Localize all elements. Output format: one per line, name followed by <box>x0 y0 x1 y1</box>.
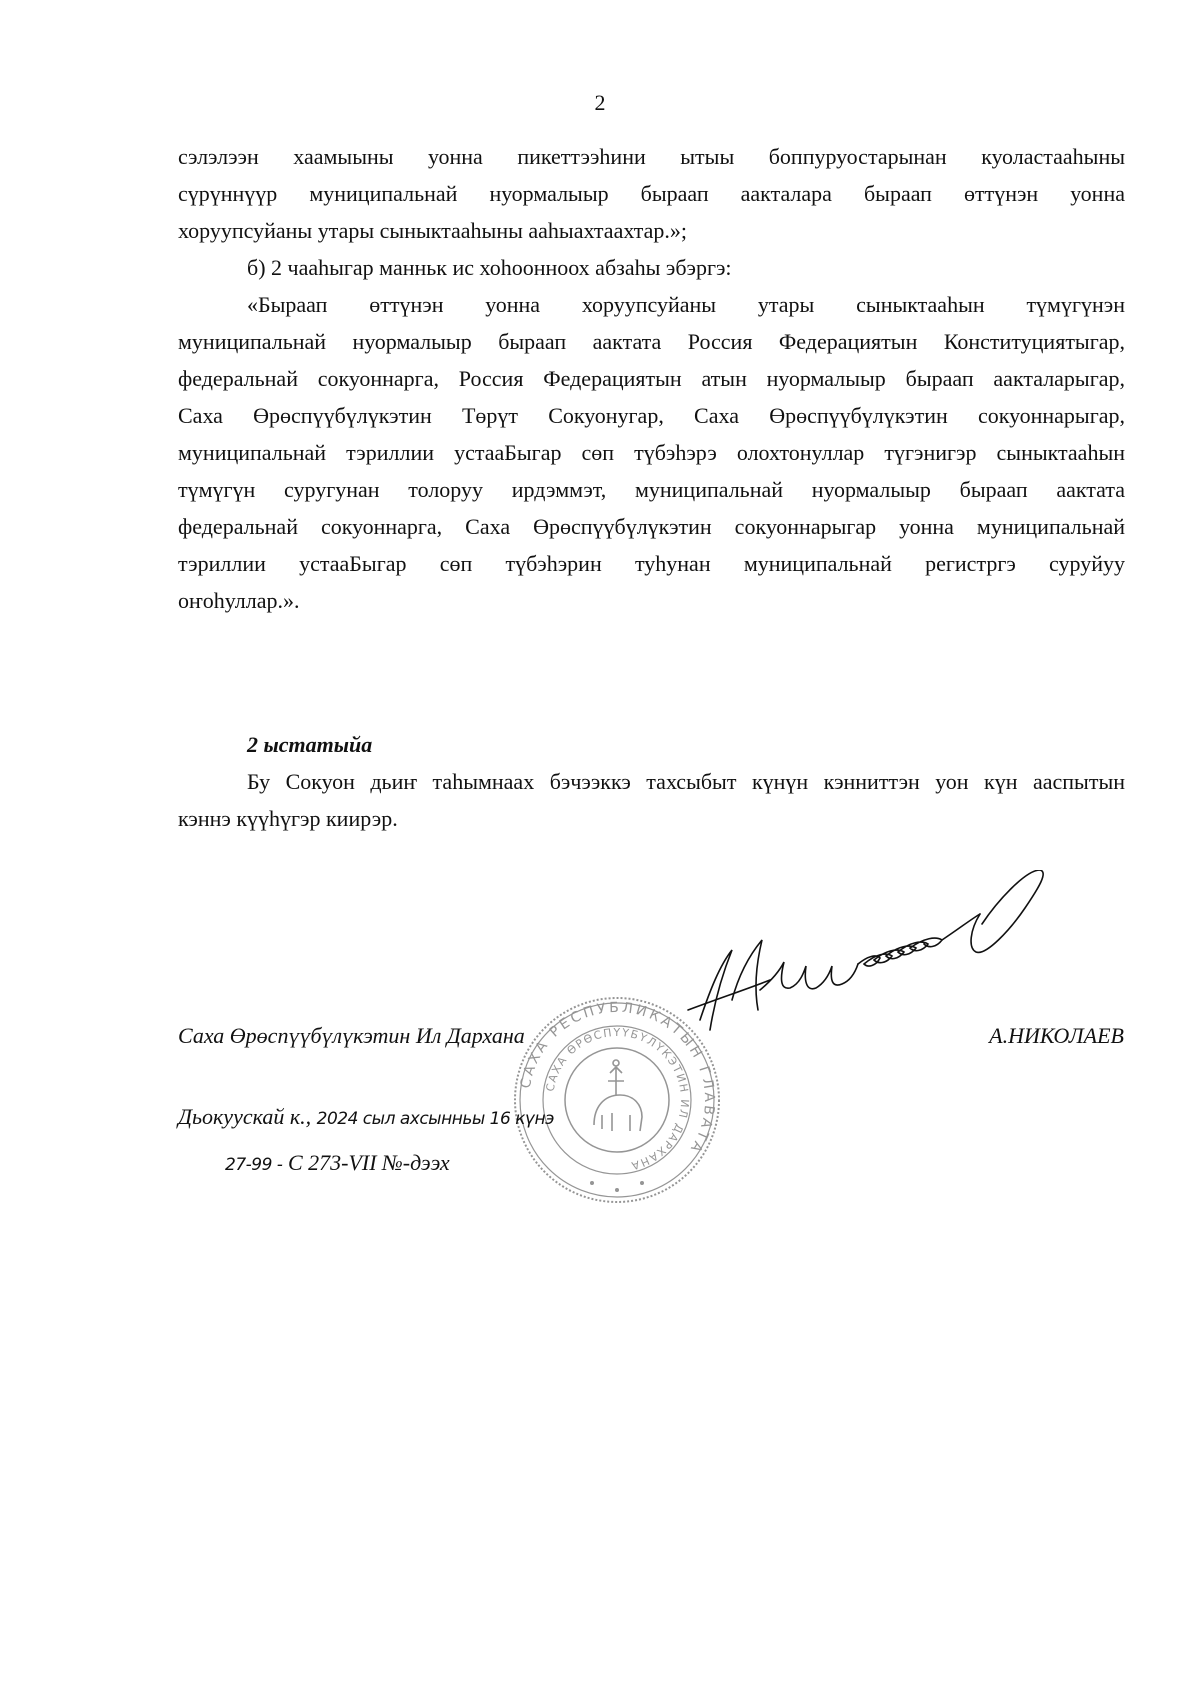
seal-outer-text: САХА РЕСПУБЛИКАТЫН ГЛАВАТА <box>517 999 718 1158</box>
article-text <box>178 763 1125 837</box>
document-body <box>178 138 1125 619</box>
seal-inner-text: САХА ӨРӨСПҮҮБҮЛҮКЭТИН ИЛ ДАРХАНА <box>543 1025 692 1173</box>
text-line: федеральнай сокуоннарга, Россия Федерациятын атын нуормалыыр быраап аакталарыгар, <box>178 366 1125 391</box>
signatory-name: А.НИКОЛАЕВ <box>989 1023 1124 1048</box>
paragraph-2 <box>178 249 1125 286</box>
place-date-line <box>178 1104 554 1130</box>
text-line: оҥоһуллар.». <box>178 588 300 613</box>
text-line: муниципальнай тэриллии устааБыгар сөп түбэһэрэ олохтонуллар түгэнигэр сыныктааһын <box>178 440 1125 465</box>
text-line: түмүгүн суругунан толоруу ирдэммэт, муниципальнай нуормалыыр быраап аактата <box>178 477 1125 502</box>
paragraph-3 <box>178 286 1125 619</box>
document-number-line <box>225 1150 450 1176</box>
text-line: федеральнай сокуоннарга, Саха Өрөспүүбүлүкэтин сокуоннарыгар уонна муниципальнай <box>178 514 1125 539</box>
text-line: «Быраап өттүнэн уонна хоруупсуйаны утары сыныктааһын түмүгүнэн <box>247 292 1125 317</box>
text-line: тэриллии устааБыгар сөп түбэһэрин туһунан муниципальнай регистргэ суруйуу <box>178 551 1125 576</box>
text-line: муниципальнай нуормалыыр быраап аактата Россия Федерациятын Конституциятыгар, <box>178 329 1125 354</box>
handwritten-number: 27-99 - <box>225 1155 283 1175</box>
seal-star-icons <box>590 1181 644 1192</box>
text-line: сүрүннүүр муниципальнай нуормалыыр быраап аакталара быраап өттүнэн уонна <box>178 181 1125 206</box>
text-line: хоруупсуйаны утары сыныктааһыны ааһыахтаахтар.»; <box>178 218 688 243</box>
seal-emblem-icon <box>594 1060 642 1131</box>
article-heading: 2 ыстатыйа <box>247 732 373 757</box>
text-line: Саха Өрөспүүбүлүкэтин Төрүт Сокуонугар, Саха Өрөспүүбүлүкэтин сокуоннарыгар, <box>178 403 1125 428</box>
paragraph-1 <box>178 138 1125 249</box>
text-line: сэлэлээн хаамыыны уонна пикеттээһини ытыы боппуруостарынан куоластааһыны <box>178 144 1125 169</box>
signatory-title: Саха Өрөспүүбүлүкэтин Ил Дархана <box>178 1023 525 1048</box>
text-line: б) 2 чааһыгар манньк ис хоһоонноох абзаһы эбэргэ: <box>247 255 732 280</box>
place-label: Дьокуускай к., <box>178 1104 312 1129</box>
handwritten-date: 2024 сыл ахсынньы 16 күнэ <box>316 1109 554 1129</box>
text-line: Бу Сокуон дьиҥ таһымнаах бэчээккэ тахсыбыт күнүн кэнниттэн уон күн ааспытын <box>247 769 1125 794</box>
page-number: 2 <box>594 90 606 115</box>
document-number: С 273-VII №-дээх <box>287 1150 450 1175</box>
text-line: кэннэ күүһүгэр киирэр. <box>178 806 398 831</box>
